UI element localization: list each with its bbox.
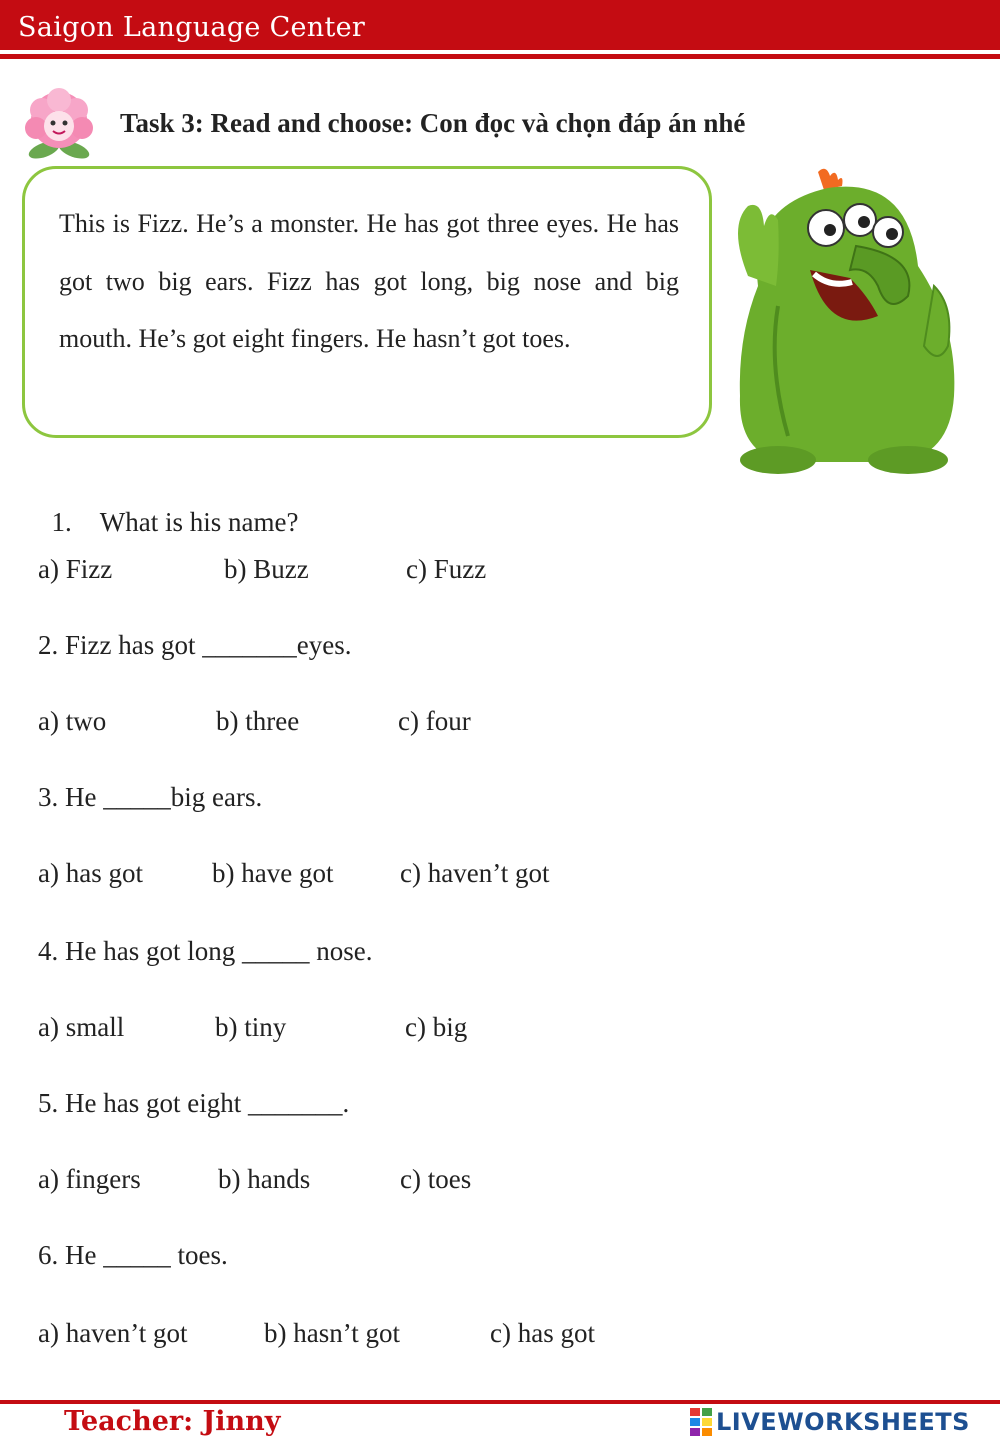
reading-passage: This is Fizz. He’s a monster. He has got three eyes. He has got two big ears. Fizz has got long, big nose and big mouth. He’s got eight fingers. He hasn’t got toes. — [59, 209, 679, 353]
option-6b[interactable]: b) hasn’t got — [264, 1318, 400, 1348]
header-divider — [0, 54, 1000, 59]
question-3: 3. He _____big ears. — [38, 782, 263, 812]
flower-icon — [22, 88, 96, 160]
option-2b[interactable]: b) three — [216, 706, 300, 736]
header-title: Saigon Language Center — [18, 12, 366, 43]
option-6c[interactable]: c) has got — [490, 1318, 595, 1348]
option-3c[interactable]: c) haven’t got — [400, 858, 550, 888]
option-3b[interactable]: b) have got — [212, 858, 334, 888]
header-bar — [0, 0, 1000, 50]
liveworksheets-logo[interactable] — [690, 1406, 970, 1438]
option-4a[interactable]: a) small — [38, 1012, 125, 1042]
question-text: What is his name? — [99, 507, 299, 537]
option-1c[interactable]: c) Fuzz — [406, 554, 487, 584]
option-2c[interactable]: c) four — [398, 706, 471, 736]
option-3a[interactable]: a) has got — [38, 858, 143, 888]
question-5: 5. He has got eight _______. — [38, 1088, 350, 1118]
question-1 — [38, 476, 298, 538]
question-6: 6. He _____ toes. — [38, 1240, 228, 1270]
liveworksheets-logo-icon — [690, 1408, 712, 1436]
option-5a[interactable]: a) fingers — [38, 1164, 141, 1194]
option-1a[interactable]: a) Fizz — [38, 554, 113, 584]
option-5c[interactable]: c) toes — [400, 1164, 472, 1194]
option-4c[interactable]: c) big — [405, 1012, 468, 1042]
question-2: 2. Fizz has got _______eyes. — [38, 630, 352, 660]
monster-illustration — [718, 166, 968, 478]
option-4b[interactable]: b) tiny — [215, 1012, 287, 1042]
liveworksheets-brand: LIVEWORKSHEETS — [716, 1408, 970, 1436]
option-5b[interactable]: b) hands — [218, 1164, 311, 1194]
option-6a[interactable]: a) haven’t got — [38, 1318, 188, 1348]
task-title: Task 3: Read and choose: Con đọc và chọn đáp án nhé — [120, 108, 746, 138]
question-4: 4. He has got long _____ nose. — [38, 936, 373, 966]
teacher-name: Teacher: Jinny — [64, 1406, 281, 1437]
footer-divider — [0, 1400, 1000, 1404]
question-number: 1. — [51, 507, 72, 537]
reading-passage-box — [22, 166, 712, 438]
option-1b[interactable]: b) Buzz — [224, 554, 309, 584]
option-2a[interactable]: a) two — [38, 706, 107, 736]
